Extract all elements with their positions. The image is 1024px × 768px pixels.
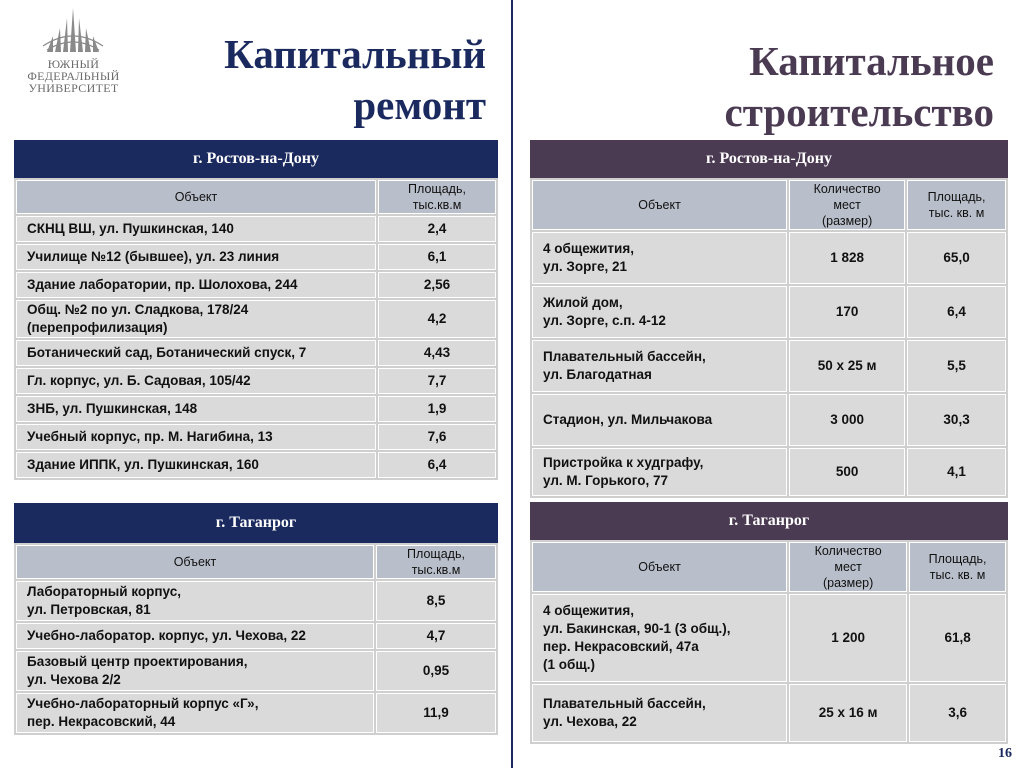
table-row	[532, 340, 1006, 392]
column-header: Объект	[16, 180, 376, 214]
logo-emblem-icon	[33, 6, 113, 58]
object-cell: Училище №12 (бывшее), ул. 23 линия	[16, 244, 376, 270]
column-header: Площадь, тыс.кв.м	[376, 545, 496, 579]
object-cell: Базовый центр проектирования, ул. Чехова 2/2	[16, 651, 374, 691]
repair-taganrog-table	[14, 543, 498, 735]
table-row	[16, 244, 496, 270]
area-cell: 7,7	[378, 368, 496, 394]
area-cell: 2,4	[378, 216, 496, 242]
object-cell: Общ. №2 по ул. Сладкова, 178/24 (перепрофилизация)	[16, 300, 376, 338]
column-header: Объект	[532, 180, 787, 230]
column-header: Объект	[532, 542, 787, 592]
table-row	[16, 340, 496, 366]
places-cell: 170	[789, 286, 905, 338]
table-header-row	[532, 542, 1006, 592]
logo-line-3: УНИВЕРСИТЕТ	[28, 81, 119, 95]
table-row	[16, 272, 496, 298]
repair-rostov-header: г. Ростов-на-Дону	[14, 140, 498, 178]
area-cell: 8,5	[376, 581, 496, 621]
column-header: Площадь, тыс. кв. м	[909, 542, 1006, 592]
repair-rostov-block	[14, 140, 498, 480]
area-cell: 61,8	[909, 594, 1006, 682]
title-capital-construction: Капитальное строительство	[724, 38, 994, 135]
title-capital-repair: Капитальный ремонт	[224, 31, 486, 128]
object-cell: Плавательный бассейн, ул. Благодатная	[532, 340, 787, 392]
construction-taganrog-block	[530, 502, 1008, 744]
places-cell: 3 000	[789, 394, 905, 446]
area-cell: 6,1	[378, 244, 496, 270]
repair-taganrog-header: г. Таганрог	[14, 503, 498, 543]
table-row	[16, 651, 496, 691]
area-cell: 6,4	[378, 452, 496, 478]
logo-line-2: ФЕДЕРАЛЬНЫЙ	[27, 69, 120, 83]
places-cell: 1 200	[789, 594, 907, 682]
area-cell: 6,4	[907, 286, 1006, 338]
object-cell: Учебно-лаборатор. корпус, ул. Чехова, 22	[16, 623, 374, 649]
repair-rostov-table	[14, 178, 498, 480]
table-row	[532, 594, 1006, 682]
table-row	[532, 394, 1006, 446]
object-cell: ЗНБ, ул. Пушкинская, 148	[16, 396, 376, 422]
object-cell: Стадион, ул. Мильчакова	[532, 394, 787, 446]
table-header-row	[532, 180, 1006, 230]
construction-taganrog-table	[530, 540, 1008, 744]
column-header: Количество мест (размер)	[789, 542, 907, 592]
object-cell: Гл. корпус, ул. Б. Садовая, 105/42	[16, 368, 376, 394]
area-cell: 65,0	[907, 232, 1006, 284]
area-cell: 30,3	[907, 394, 1006, 446]
table-row	[532, 684, 1006, 742]
table-row	[16, 424, 496, 450]
table-row	[16, 693, 496, 733]
construction-rostov-block	[530, 140, 1008, 498]
table-row	[16, 623, 496, 649]
table-row	[16, 452, 496, 478]
object-cell: Плавательный бассейн, ул. Чехова, 22	[532, 684, 787, 742]
column-header: Объект	[16, 545, 374, 579]
area-cell: 7,6	[378, 424, 496, 450]
area-cell: 3,6	[909, 684, 1006, 742]
logo-text	[6, 58, 141, 94]
table-row	[16, 368, 496, 394]
table-header-row	[16, 545, 496, 579]
table-header-row	[16, 180, 496, 214]
area-cell: 4,43	[378, 340, 496, 366]
table-row	[532, 286, 1006, 338]
area-cell: 5,5	[907, 340, 1006, 392]
object-cell: Ботанический сад, Ботанический спуск, 7	[16, 340, 376, 366]
places-cell: 50 х 25 м	[789, 340, 905, 392]
construction-rostov-header: г. Ростов-на-Дону	[530, 140, 1008, 178]
table-row	[16, 581, 496, 621]
places-cell: 500	[789, 448, 905, 496]
area-cell: 4,2	[378, 300, 496, 338]
page-number: 16	[998, 746, 1012, 761]
area-cell: 1,9	[378, 396, 496, 422]
object-cell: 4 общежития, ул. Зорге, 21	[532, 232, 787, 284]
column-header: Количество мест (размер)	[789, 180, 905, 230]
column-header: Площадь, тыс.кв.м	[378, 180, 496, 214]
area-cell: 4,7	[376, 623, 496, 649]
object-cell: Здание ИППК, ул. Пушкинская, 160	[16, 452, 376, 478]
object-cell: Жилой дом, ул. Зорге, с.п. 4-12	[532, 286, 787, 338]
university-logo	[6, 6, 136, 96]
area-cell: 11,9	[376, 693, 496, 733]
object-cell: Пристройка к худграфу, ул. М. Горького, 77	[532, 448, 787, 496]
table-row	[532, 448, 1006, 496]
construction-rostov-table	[530, 178, 1008, 498]
table-row	[532, 232, 1006, 284]
object-cell: СКНЦ ВШ, ул. Пушкинская, 140	[16, 216, 376, 242]
table-row	[16, 300, 496, 338]
logo-line-1: ЮЖНЫЙ	[47, 57, 100, 71]
column-header: Площадь, тыс. кв. м	[907, 180, 1006, 230]
area-cell: 4,1	[907, 448, 1006, 496]
table-row	[16, 216, 496, 242]
object-cell: Лабораторный корпус, ул. Петровская, 81	[16, 581, 374, 621]
construction-taganrog-header: г. Таганрог	[530, 502, 1008, 540]
places-cell: 1 828	[789, 232, 905, 284]
object-cell: Здание лаборатории, пр. Шолохова, 244	[16, 272, 376, 298]
area-cell: 2,56	[378, 272, 496, 298]
table-row	[16, 396, 496, 422]
area-cell: 0,95	[376, 651, 496, 691]
object-cell: Учебно-лабораторный корпус «Г», пер. Некрасовский, 44	[16, 693, 374, 733]
object-cell: 4 общежития, ул. Бакинская, 90-1 (3 общ.), пер. Некрасовский, 47а (1 общ.)	[532, 594, 787, 682]
places-cell: 25 х 16 м	[789, 684, 907, 742]
repair-taganrog-block	[14, 503, 498, 735]
center-divider	[511, 0, 513, 768]
object-cell: Учебный корпус, пр. М. Нагибина, 13	[16, 424, 376, 450]
